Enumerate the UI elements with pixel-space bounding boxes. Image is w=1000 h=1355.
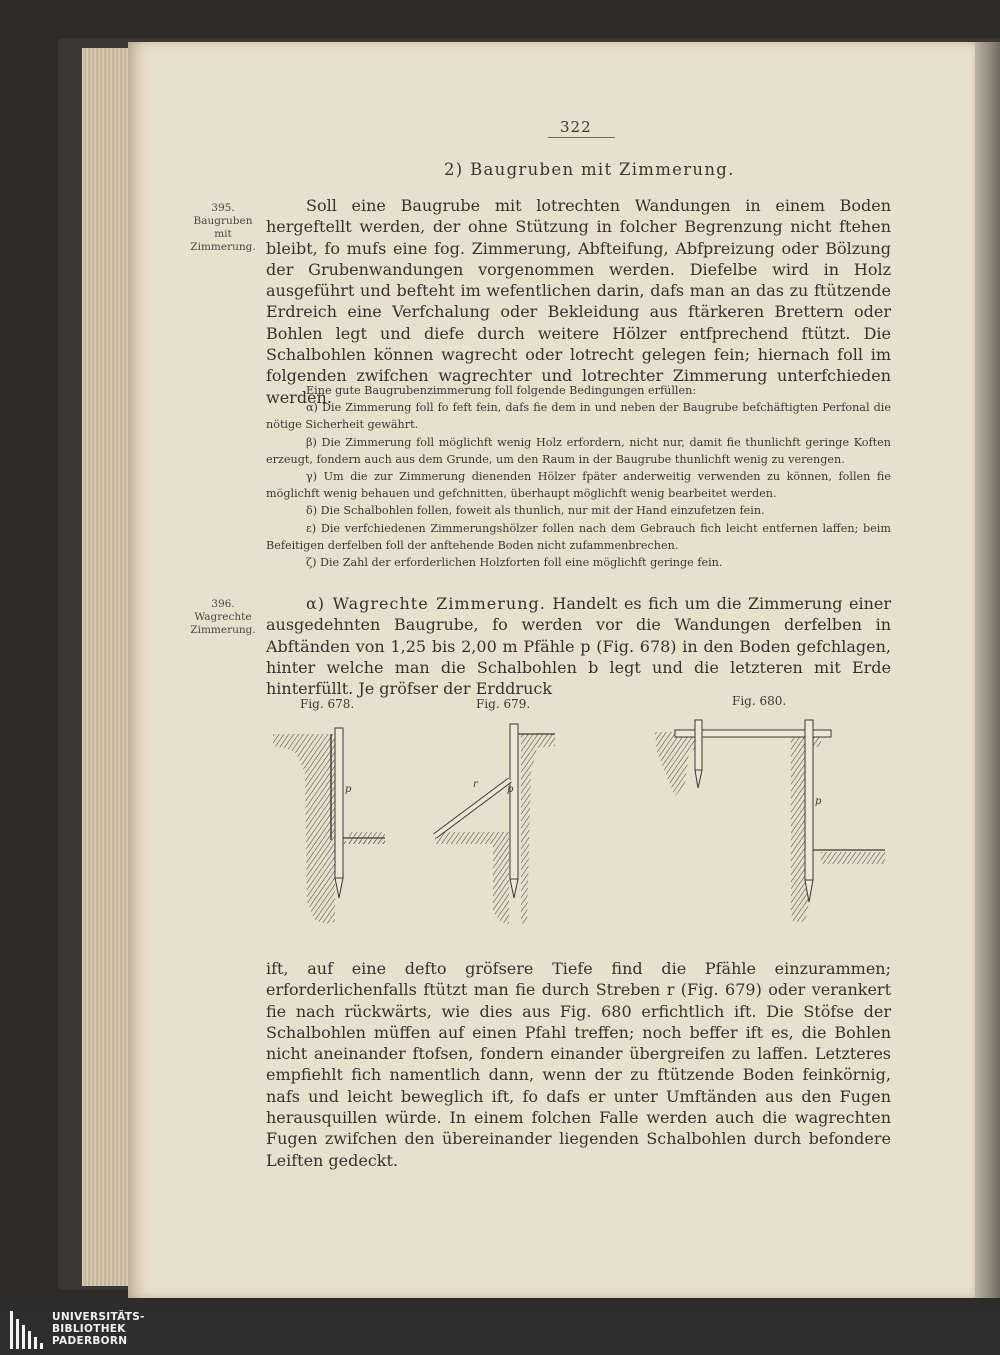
paragraph-intro — [266, 195, 891, 408]
paragraph-text: ift, auf eine defto gröfsere Tiefe find die Pfähle einzurammen; erforderlichenfalls ftützt man fie durch Streben r (Fig. 679) oder verankert fie nach rückwärts, wie dies aus Fig. 680 erfichtlich ift. Die Stöfse der Schalbohlen müffen auf einen Pfahl treffen; noch beffer ift es, die Bohlen nicht aneinander ftofsen, fondern einander übergreifen zu laffen. Letzteres empfiehlt fich namentlich dann, wenn der zu ftützende Boden feinkörnig, nafs und leicht beweglich ift, fo dafs er unter Umftänden aus den Fugen herausquillen würde. In einem folchen Falle werden auch die wagrechten Fugen zwifchen den übereinander liegenden Schalbohlen durch befondere Leiften gedeckt. — [266, 959, 891, 1170]
soil-hatching — [521, 734, 555, 924]
soil-hatching — [273, 734, 335, 924]
margin-note-line: Wagrechte — [194, 611, 252, 623]
anchor-pile — [695, 720, 702, 770]
page-number: 322 — [560, 118, 592, 136]
subsection-heading: α) Wagrechte Zimmerung. — [306, 594, 546, 613]
paragraph-continuation — [266, 958, 891, 1171]
library-logo-icon — [10, 1311, 46, 1349]
conditions-intro: Eine gute Baugrubenzimmerung foll folgende Bedingungen erfüllen: — [306, 384, 697, 397]
condition-gamma: γ) Um die zur Zimmerung dienenden Hölzer fpäter anderweitig verwenden zu können, follen fie möglichft wenig behauen und gefchnitten, überhaupt möglichft wenig bearbeitet werden. — [266, 470, 891, 501]
figure-680 — [655, 720, 885, 922]
section-heading: 2) Baugruben mit Zimmerung. — [444, 160, 735, 179]
condition-beta: β) Die Zimmerung foll möglichft wenig Holz erfordern, nicht nur, damit fie thunlichft geringe Koften erzeugt, fondern auch aus dem Grunde, um den Raum in der Baugrube thunlichft wenig zu verengen. — [266, 435, 891, 466]
paragraph-text: Handelt es fich um die Zimmerung einer ausgedehnten Baugrube, fo werden vor die Wandungen derfelben in Abftänden von 1,25 bis 2,00 m Pfähle p (Fig. 678) in den Boden gefchlagen, hinter welche man die Schalbohlen b legt und die letzteren mit Erde hinterfüllt. Je gröfser der Erddruck — [266, 594, 892, 699]
soil-hatching — [821, 852, 885, 864]
pile-tip — [335, 878, 343, 898]
label-p: p — [507, 784, 514, 795]
label-p: p — [815, 796, 822, 807]
margin-note-line: Zimmerung. — [190, 624, 256, 636]
condition-zeta: ζ) Die Zahl der erforderlichen Holzforten foll eine möglichft geringe fein. — [306, 556, 723, 570]
margin-note-396 — [188, 598, 258, 637]
figure-label-679: Fig. 679. — [476, 697, 531, 711]
condition-alpha: α) Die Zimmerung foll fo feft fein, dafs fie dem in und neben der Baugrube befchäftigten Perfonal die nötige Sicherheit gewährt. — [266, 401, 891, 432]
pile — [805, 720, 813, 880]
margin-note-number: 396. — [211, 598, 235, 610]
figure-679 — [435, 724, 555, 924]
margin-note-line: mit — [214, 228, 232, 240]
library-footer — [0, 1305, 1000, 1355]
soil-hatching — [435, 832, 509, 924]
margin-note-395 — [188, 202, 258, 254]
margin-note-line: Zimmerung. — [190, 241, 256, 253]
figure-label-678: Fig. 678. — [300, 697, 355, 711]
condition-delta: δ) Die Schalbohlen follen, foweit als thunlich, nur mit der Hand einzufetzen fein. — [306, 504, 765, 518]
pile — [510, 724, 518, 879]
label-r: r — [473, 779, 478, 790]
figures-drawing — [265, 712, 895, 937]
figure-label-680: Fig. 680. — [732, 694, 787, 708]
conditions-list — [266, 382, 891, 571]
condition-epsilon: ε) Die verfchiedenen Zimmerungshölzer follen nach dem Gebrauch fich leicht entfernen laffen; beim Befeitigen derfelben foll der anftehende Boden nicht zufammenbrechen. — [266, 521, 891, 552]
library-name-line: BIBLIOTHEK — [52, 1323, 126, 1335]
page-gutter-right — [975, 42, 1000, 1298]
pile-tip — [510, 879, 518, 898]
library-name-line: PADERBORN — [52, 1335, 128, 1347]
label-p: p — [345, 784, 352, 795]
paragraph-wagrechte — [266, 593, 891, 699]
paragraph-text: Soll eine Baugrube mit lotrechten Wandungen in einem Boden hergeftellt werden, der ohne Stützung in folcher Begrenzung nicht ftehen bleibt, fo mufs eine fog. Zimmerung, Abfteifung, Abfpreizung oder Bölzung der Grubenwandungen vorgenommen werden. Diefelbe wird in Holz ausgeführt und befteht im wefentlichen darin, dafs man an das zu ftützende Erdreich eine Verfchalung oder Bekleidung aus ftärkeren Brettern oder Bohlen legt und diefe durch weitere Hölzer entfprechend ftützt. Die Schalbohlen können wagrecht oder lotrecht gelegen fein; hiernach foll im folgenden zwifchen wagrechter und lotrechter Zimmerung unterfchieden werden. — [266, 196, 891, 407]
library-name — [52, 1311, 145, 1347]
page-number-rule — [548, 137, 615, 138]
pile — [335, 728, 343, 878]
soil-hatching — [655, 732, 701, 796]
library-name-line: UNIVERSITÄTS- — [52, 1311, 145, 1323]
margin-note-line: Baugruben — [193, 215, 253, 227]
margin-note-number: 395. — [211, 202, 235, 214]
pile-tip — [695, 770, 702, 788]
figure-678 — [273, 728, 385, 924]
